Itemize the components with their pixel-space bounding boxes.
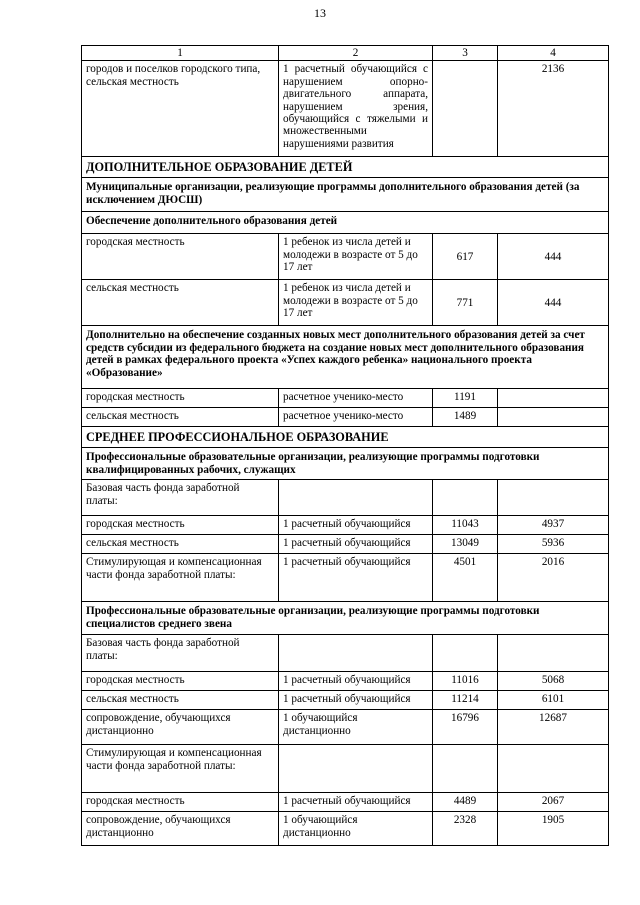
norm-value-cell: 11016 — [433, 672, 498, 691]
territory-cell: сельская местность — [82, 280, 279, 326]
norm-value-cell: 1489 — [433, 408, 498, 427]
table-row — [82, 710, 609, 745]
norm-value-cell: 4489 — [433, 793, 498, 812]
table-row — [82, 745, 609, 793]
norm-value-cell: 13049 — [433, 535, 498, 554]
territory-cell: городская местность — [82, 389, 279, 408]
unit-cell: 1 расчетный обучающийся — [279, 516, 433, 535]
table-row — [82, 793, 609, 812]
unit-cell: 1 расчетный обучающийся — [279, 535, 433, 554]
coefficient-value-cell — [498, 480, 609, 516]
norm-value-cell — [433, 635, 498, 672]
table-row — [82, 408, 609, 427]
subsection-heading-row — [82, 602, 609, 635]
territory-cell: Стимулирующая и компенсационная части фонда заработной платы: — [82, 745, 279, 793]
norm-value-cell: 16796 — [433, 710, 498, 745]
territory-cell: Базовая часть фонда заработной платы: — [82, 480, 279, 516]
section-heading: ДОПОЛНИТЕЛЬНОЕ ОБРАЗОВАНИЕ ДЕТЕЙ — [82, 157, 609, 178]
territory-cell: городская местность — [82, 234, 279, 280]
coefficient-value-cell: 5936 — [498, 535, 609, 554]
territory-cell: городская местность — [82, 516, 279, 535]
page-number: 13 — [314, 6, 326, 20]
norm-value-cell — [433, 480, 498, 516]
column-number-3: 3 — [433, 46, 498, 61]
territory-cell: городская местность — [82, 672, 279, 691]
column-number-header — [82, 46, 609, 61]
unit-cell: 1 обучающийся дистанционно — [279, 710, 433, 745]
unit-cell: 1 расчетный обучающийся — [279, 672, 433, 691]
subsection-heading-row — [82, 326, 609, 389]
territory-cell: сельская местность — [82, 535, 279, 554]
unit-cell: 1 расчетный обучающийся с нарушением опорно-двигательного аппарата, нарушением зрения, обучающийся с тяжелыми и множественными нарушениями развития — [279, 61, 433, 157]
subsection-heading-row — [82, 448, 609, 480]
territory-cell: сопровождение, обучающихся дистанционно — [82, 812, 279, 846]
unit-cell — [279, 635, 433, 672]
norm-value-cell — [433, 61, 498, 157]
subsection-heading: Обеспечение дополнительного образования детей — [82, 212, 609, 234]
unit-cell: 1 ребенок из числа детей и молодежи в возрасте от 5 до 17 лет — [279, 234, 433, 280]
table-row — [82, 234, 609, 280]
table-row — [82, 554, 609, 602]
unit-cell: расчетное ученико-место — [279, 408, 433, 427]
coefficient-value-cell: 5068 — [498, 672, 609, 691]
norms-table — [81, 45, 609, 846]
column-number-1: 1 — [82, 46, 279, 61]
unit-cell — [279, 745, 433, 793]
table-row — [82, 672, 609, 691]
section-heading: СРЕДНЕЕ ПРОФЕССИОНАЛЬНОЕ ОБРАЗОВАНИЕ — [82, 427, 609, 448]
coefficient-value-cell — [498, 408, 609, 427]
unit-cell: 1 расчетный обучающийся — [279, 554, 433, 602]
unit-cell: 1 ребенок из числа детей и молодежи в возрасте от 5 до 17 лет — [279, 280, 433, 326]
coefficient-value-cell: 444 — [498, 280, 609, 326]
table-row — [82, 635, 609, 672]
territory-cell: Базовая часть фонда заработной платы: — [82, 635, 279, 672]
subsection-heading-row — [82, 178, 609, 212]
territory-cell: городов и поселков городского типа, сельская местность — [82, 61, 279, 157]
coefficient-value-cell: 1905 — [498, 812, 609, 846]
table-row — [82, 812, 609, 846]
table-row — [82, 280, 609, 326]
coefficient-value-cell: 4937 — [498, 516, 609, 535]
territory-cell: сопровождение, обучающихся дистанционно — [82, 710, 279, 745]
column-number-4: 4 — [498, 46, 609, 61]
table-row — [82, 535, 609, 554]
subsection-heading: Муниципальные организации, реализующие программы дополнительного образования детей (за исключением ДЮСШ) — [82, 178, 609, 212]
territory-cell: сельская местность — [82, 691, 279, 710]
unit-cell: 1 расчетный обучающийся — [279, 793, 433, 812]
coefficient-value-cell: 6101 — [498, 691, 609, 710]
norm-value-cell — [433, 745, 498, 793]
territory-cell: Стимулирующая и компенсационная части фонда заработной платы: — [82, 554, 279, 602]
unit-cell: 1 расчетный обучающийся — [279, 691, 433, 710]
table-row — [82, 61, 609, 157]
coefficient-value-cell — [498, 745, 609, 793]
section-heading-row — [82, 157, 609, 178]
norm-value-cell: 1191 — [433, 389, 498, 408]
table-row — [82, 480, 609, 516]
unit-cell: 1 обучающийся дистанционно — [279, 812, 433, 846]
territory-cell: сельская местность — [82, 408, 279, 427]
subsection-heading-row — [82, 212, 609, 234]
territory-cell: городская местность — [82, 793, 279, 812]
table-row — [82, 389, 609, 408]
table-row — [82, 516, 609, 535]
subsection-heading: Дополнительно на обеспечение созданных новых мест дополнительного образования детей за счет средств субсидии из федерального бюджета на создание новых мест дополнительного образования детей в рамках федерального проекта «Успех каждого ребенка» национального проекта «Образование» — [82, 326, 609, 389]
coefficient-value-cell: 2067 — [498, 793, 609, 812]
norm-value-cell: 771 — [433, 280, 498, 326]
subsection-heading: Профессиональные образовательные организации, реализующие программы подготовки специалистов среднего звена — [82, 602, 609, 635]
norm-value-cell: 2328 — [433, 812, 498, 846]
norm-value-cell: 617 — [433, 234, 498, 280]
coefficient-value-cell: 2136 — [498, 61, 609, 157]
norm-value-cell: 4501 — [433, 554, 498, 602]
norm-value-cell: 11214 — [433, 691, 498, 710]
subsection-heading: Профессиональные образовательные организации, реализующие программы подготовки квалифицированных рабочих, служащих — [82, 448, 609, 480]
unit-cell — [279, 480, 433, 516]
column-number-2: 2 — [279, 46, 433, 61]
coefficient-value-cell — [498, 389, 609, 408]
unit-cell: расчетное ученико-место — [279, 389, 433, 408]
coefficient-value-cell: 444 — [498, 234, 609, 280]
coefficient-value-cell — [498, 635, 609, 672]
section-heading-row — [82, 427, 609, 448]
table-row — [82, 691, 609, 710]
norm-value-cell: 11043 — [433, 516, 498, 535]
coefficient-value-cell: 12687 — [498, 710, 609, 745]
coefficient-value-cell: 2016 — [498, 554, 609, 602]
